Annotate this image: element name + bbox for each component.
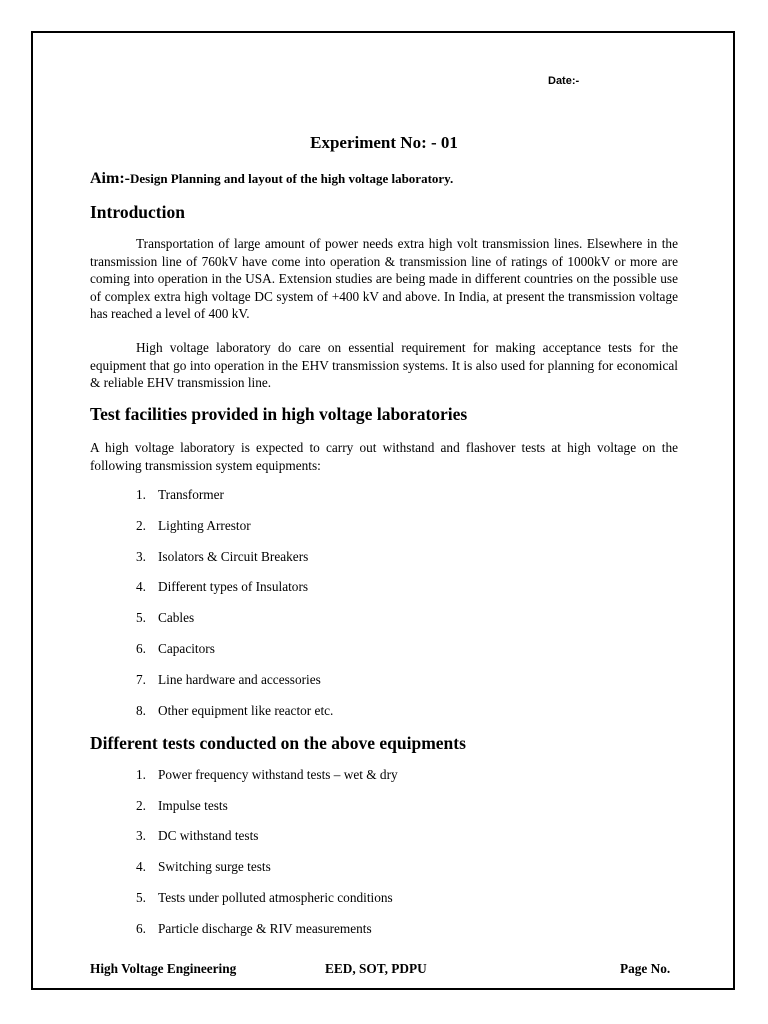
experiment-title: Experiment No: - 01 (310, 133, 458, 152)
date-label: Date:- (548, 75, 580, 87)
introduction-paragraph-1: Transportation of large amount of power needs extra high volt transmission lines. Elsewhere in the transmission line of 760kV have come into operation & transmission line of ratings of 1000kV or more are coming into operation in the USA. Extension studies are being made in different countries on the possible use of complex extra high voltage DC system of +400 kV and above. In India, at present the transmission voltage has reached a level of 400 kV. (90, 236, 678, 321)
aim-text: Design Planning and layout of the high voltage laboratory. (129, 171, 454, 186)
list-item: 2. Impulse tests (136, 798, 228, 813)
list-item: 3. Isolators & Circuit Breakers (136, 549, 309, 564)
introduction-paragraph-2: High voltage laboratory do care on essential requirement for making acceptance tests for the equipment that go into operation in the EHV transmission systems. It is also used for planning for economical & reliable EHV transmission line. (90, 340, 678, 390)
footer-department: EED, SOT, PDPU (325, 961, 427, 976)
aim-line (90, 170, 453, 188)
list-item: 7. Line hardware and accessories (136, 672, 321, 687)
list-item: 2. Lighting Arrestor (136, 518, 251, 533)
list-item: 6. Capacitors (136, 641, 215, 656)
aim-label: Aim:- (90, 170, 130, 187)
list-item: 5. Cables (136, 610, 195, 625)
list-item: 1. Transformer (136, 487, 224, 502)
footer-course: High Voltage Engineering (90, 961, 237, 976)
facilities-heading: Test facilities provided in high voltage laboratories (90, 404, 468, 424)
list-item: 4. Different types of Insulators (136, 579, 309, 594)
list-item: 5. Tests under polluted atmospheric conditions (136, 890, 393, 905)
introduction-heading: Introduction (90, 202, 185, 222)
footer-page-no: Page No. (620, 961, 671, 976)
tests-heading: Different tests conducted on the above equipments (90, 733, 466, 753)
list-item: 1. Power frequency withstand tests – wet & dry (136, 767, 398, 782)
list-item: 3. DC withstand tests (136, 828, 259, 843)
facilities-intro: A high voltage laboratory is expected to carry out withstand and flashover tests at high voltage on the following transmission system equipments: (90, 440, 678, 473)
list-item: 4. Switching surge tests (136, 859, 271, 874)
list-item: 6. Particle discharge & RIV measurements (136, 921, 372, 936)
list-item: 8. Other equipment like reactor etc. (136, 703, 334, 718)
